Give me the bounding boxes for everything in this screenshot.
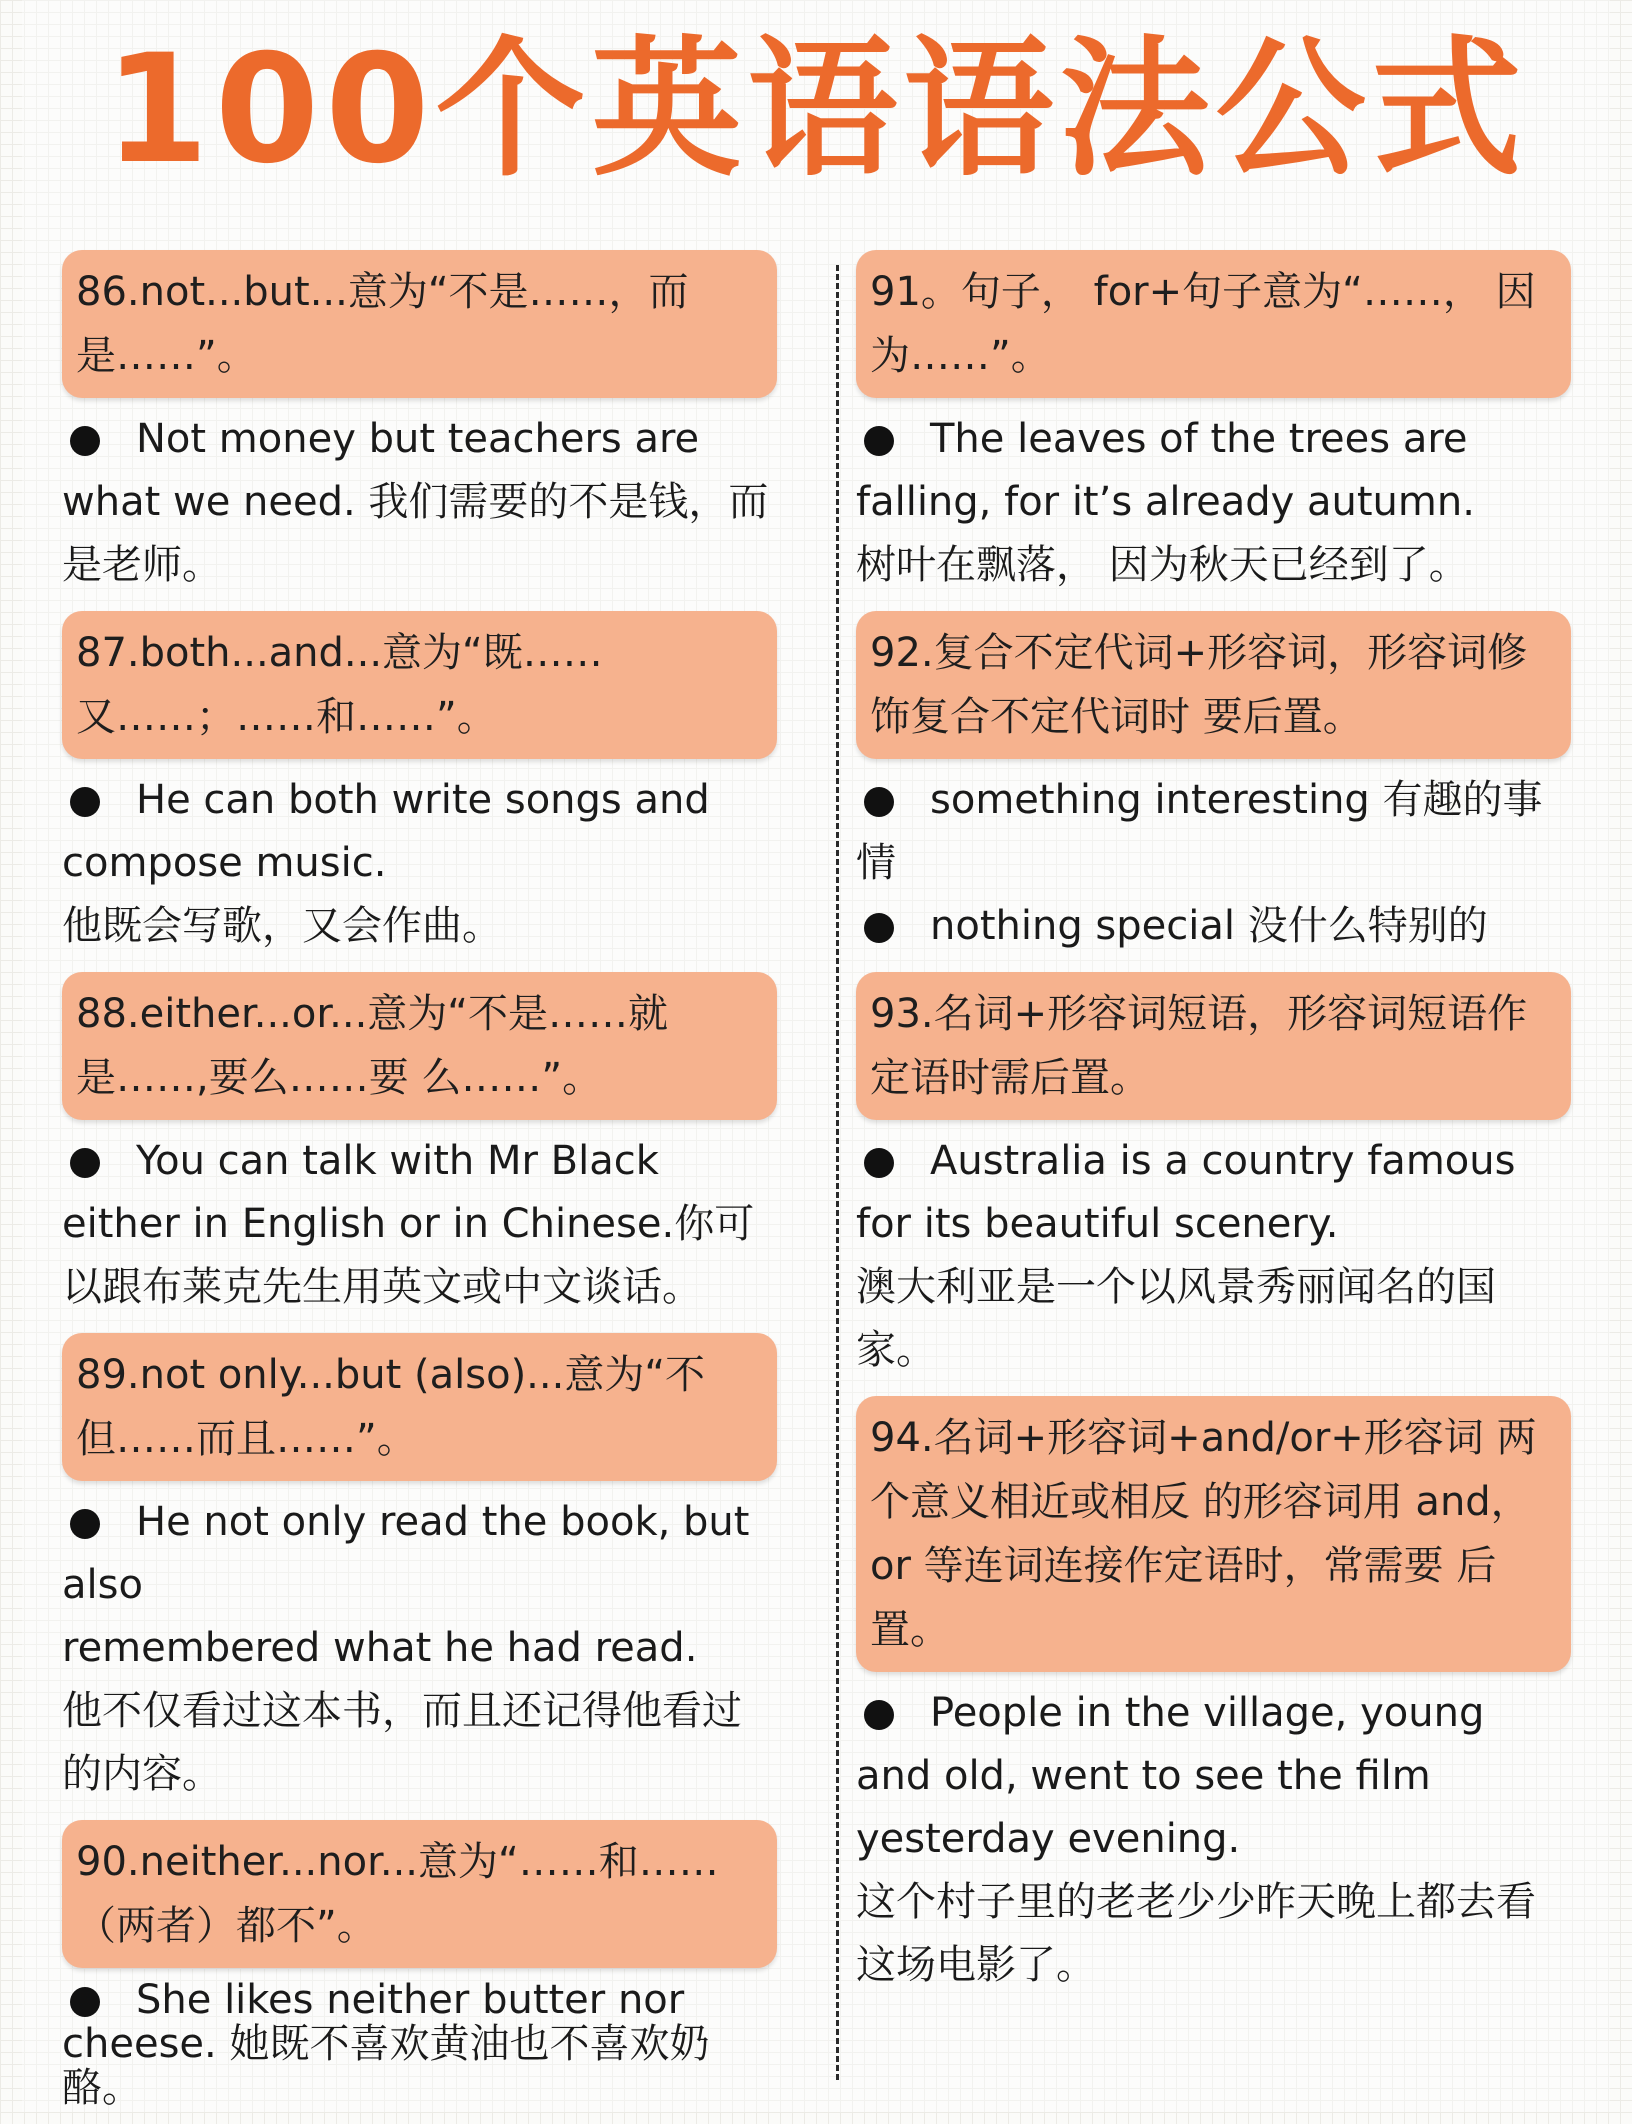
example-sentence: He not only read the book, but also remembered what he had read. 他不仅看过这本书，而且还记得他看过的内容。 [62,1499,750,1797]
bullet-icon [864,1700,894,1730]
page-title: 100个英语语法公式 [104,23,1528,197]
grammar-item-87 [62,611,777,958]
bullet-icon [70,787,100,817]
grammar-item-93 [856,972,1571,1382]
bullet-icon [864,913,894,943]
example-phrase: nothing special 没什么特别的 [856,895,1571,958]
bullet-icon [70,426,100,456]
grammar-rule-header: 92.复合不定代词+形容词，形容词修饰复合不定代词时 要后置。 [856,611,1571,759]
grammar-item-86 [62,250,777,597]
grammar-item-89 [62,1333,777,1806]
grammar-item-94 [856,1396,1571,1997]
example-sentence: People in the village, young and old, went to see the film yesterday evening. 这个村子里的老老少少昨天晚上都去看这场电影了。 [856,1690,1536,1988]
grammar-item-88 [62,972,777,1319]
grammar-rule-header: 91。句子， for+句子意为“……， 因为……”。 [856,250,1571,398]
grammar-rule-header: 94.名词+形容词+and/or+形容词 两个意义相近或相反 的形容词用 and， or 等连词连接作定语时，常需要 后置。 [856,1396,1571,1672]
grammar-rule-header: 87.both...and...意为“既……又……；……和……”。 [62,611,777,759]
left-column [62,250,777,2124]
bullet-icon [864,1148,894,1178]
example-sentence: You can talk with Mr Black either in English or in Chinese.你可以跟布莱克先生用英文或中文谈话。 [62,1138,755,1310]
bullet-icon [70,1987,100,2017]
bullet-icon [70,1148,100,1178]
grammar-rule-header: 89.not only...but (also)...意为“不但……而且……”。 [62,1333,777,1481]
bullet-icon [70,1509,100,1539]
grammar-rule-header: 93.名词+形容词短语，形容词短语作定语时需后置。 [856,972,1571,1120]
example-sentence: The leaves of the trees are falling, for it’s already autumn. 树叶在飘落， 因为秋天已经到了。 [856,416,1475,588]
grammar-rule-header: 90.neither...nor...意为“……和……（两者）都不”。 [62,1820,777,1968]
grammar-rule-header: 88.either...or...意为“不是……就是……,要么……要 么……”。 [62,972,777,1120]
example-sentence: Not money but teachers are what we need. 我们需要的不是钱，而是老师。 [62,416,769,588]
grammar-item-90 [62,1820,777,2110]
bullet-icon [864,787,894,817]
grammar-item-92 [856,611,1571,958]
bullet-icon [864,426,894,456]
column-divider [836,265,839,2080]
grammar-item-91 [856,250,1571,597]
right-column [856,250,1571,2011]
example-sentence: He can both write songs and compose music. 他既会写歌，又会作曲。 [62,777,710,949]
example-phrase: something interesting 有趣的事情 [856,777,1543,886]
grammar-rule-header: 86.not...but...意为“不是……，而是……”。 [62,250,777,398]
example-sentence: She likes neither butter nor cheese. 她既不喜欢黄油也不喜欢奶酪。 [62,1977,710,2111]
example-sentence: Australia is a country famous for its beautiful scenery. 澳大利亚是一个以风景秀丽闻名的国家。 [856,1138,1516,1373]
